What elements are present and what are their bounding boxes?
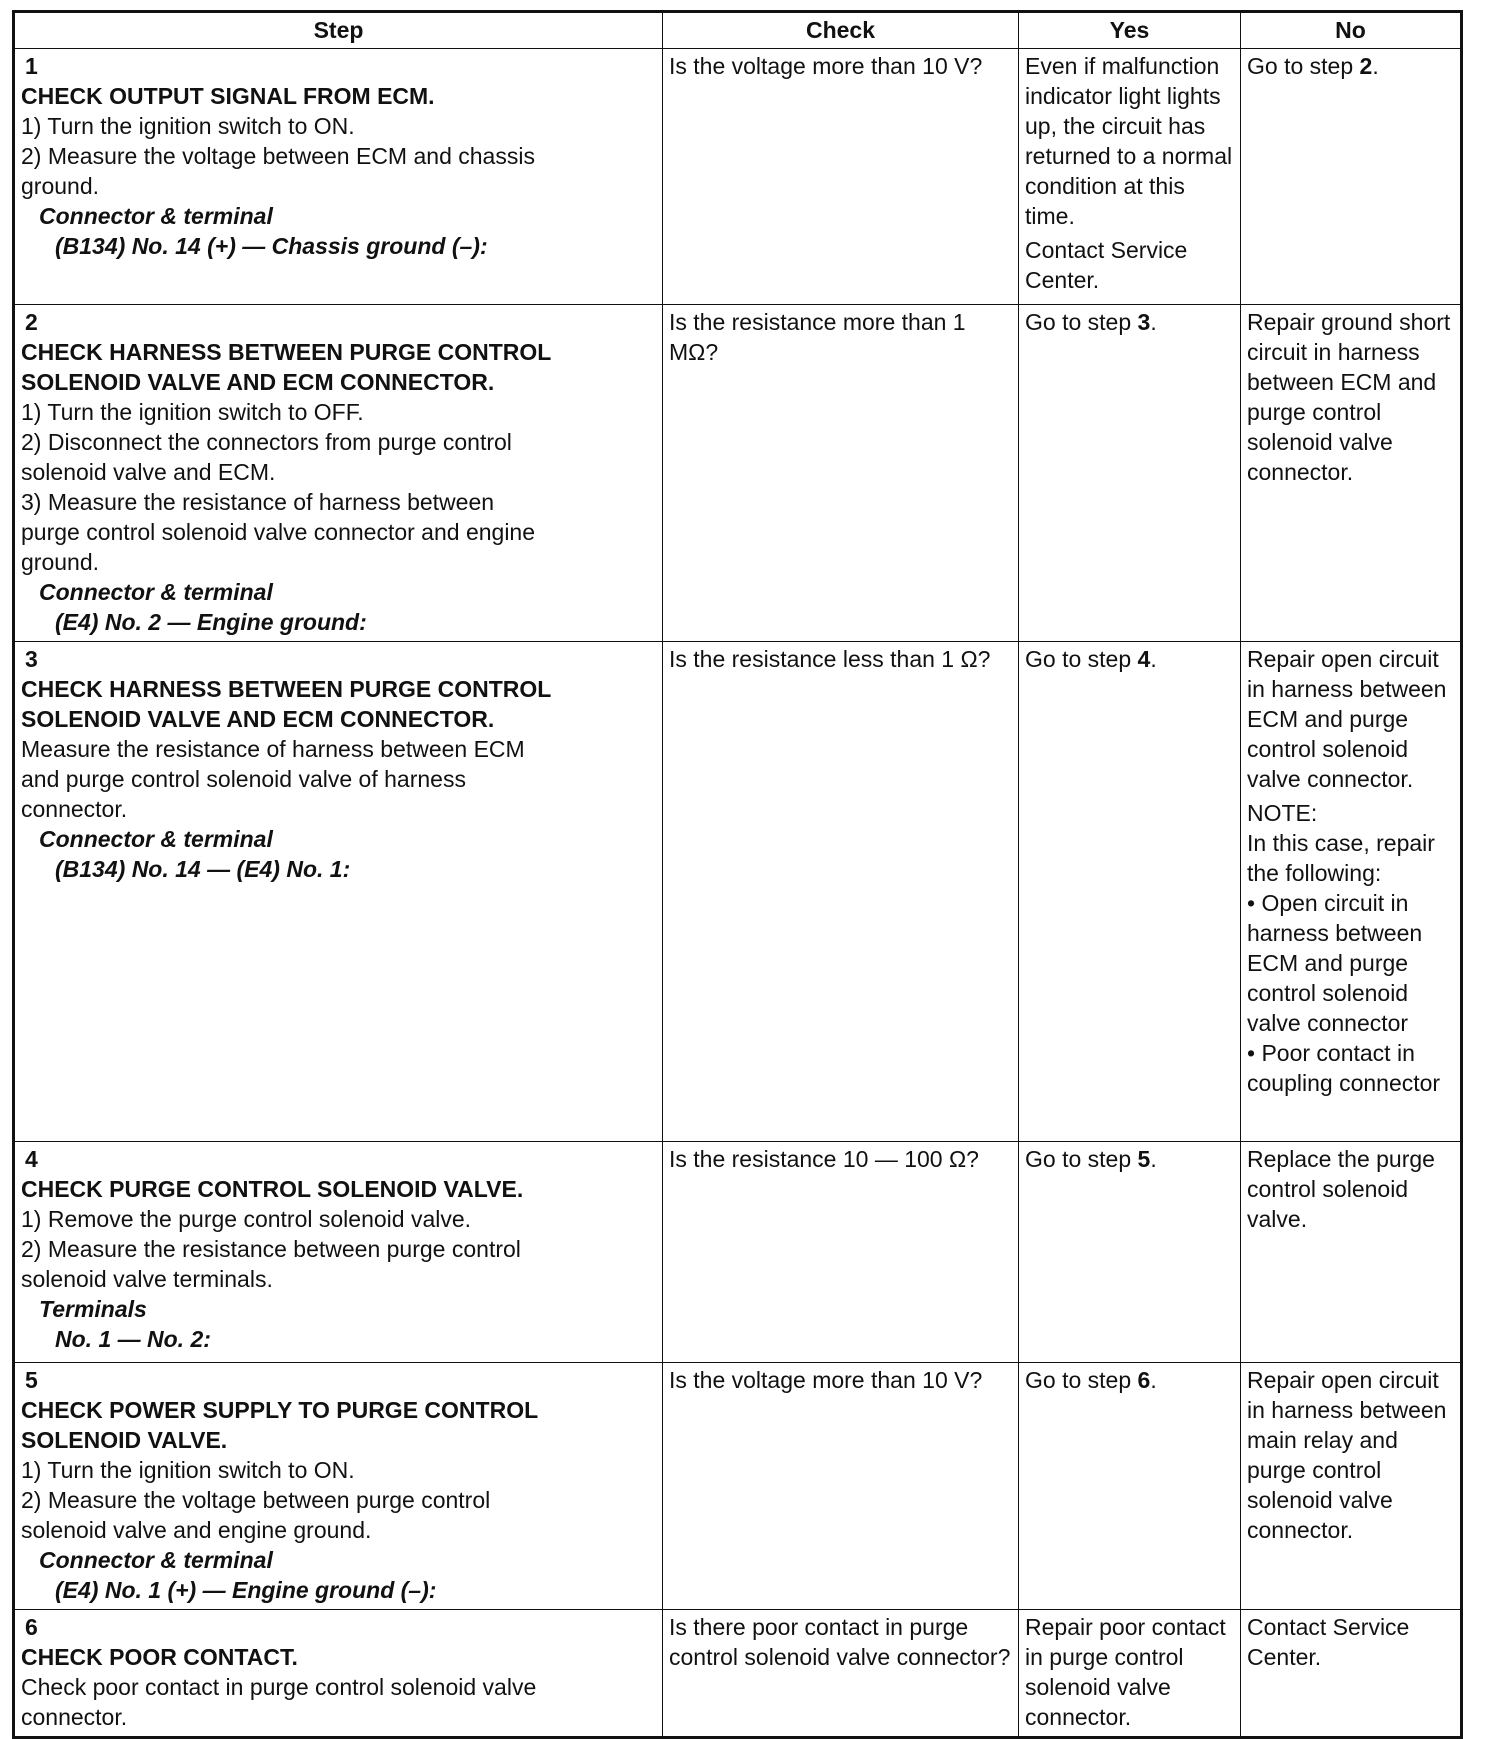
no-suffix: .	[1372, 53, 1379, 79]
procedure-line: 1) Remove the purge control solenoid valve.	[21, 1206, 472, 1232]
step-body	[21, 1174, 551, 1354]
check-cell: Is the voltage more than 10 V?	[663, 1363, 1019, 1610]
connector-label: Terminals	[39, 1296, 147, 1322]
yes-suffix: .	[1150, 1146, 1157, 1172]
procedure-line: 1) Turn the ignition switch to OFF.	[21, 399, 364, 425]
step-title: CHECK POWER SUPPLY TO PURGE CONTROL SOLENOID VALVE.	[21, 1397, 538, 1453]
step-number: 5	[25, 1367, 38, 1393]
yes-cell	[1019, 1142, 1241, 1363]
connector-value: (E4) No. 1 (+) — Engine ground (–):	[55, 1577, 437, 1603]
yes-prefix: Go to step	[1025, 1367, 1138, 1393]
yes-cell	[1019, 1363, 1241, 1610]
note-text: In this case, repair the following:	[1247, 830, 1435, 886]
header-row	[14, 12, 1462, 49]
step-body	[21, 337, 551, 637]
no-cell	[1241, 642, 1462, 1142]
step-number: 1	[25, 53, 38, 79]
check-cell: Is the resistance 10 — 100 Ω?	[663, 1142, 1019, 1363]
step-title: CHECK HARNESS BETWEEN PURGE CONTROL SOLENOID VALVE AND ECM CONNECTOR.	[21, 676, 551, 732]
step-cell	[14, 305, 663, 642]
yes-prefix: Go to step	[1025, 309, 1138, 335]
step-body	[21, 81, 551, 261]
check-cell: Is the resistance less than 1 Ω?	[663, 642, 1019, 1142]
no-cell: Repair ground short circuit in harness between ECM and purge control solenoid valve connector.	[1241, 305, 1462, 642]
yes-cell	[1019, 642, 1241, 1142]
connector-label: Connector & terminal	[39, 579, 273, 605]
diagnostic-procedure-table	[12, 10, 1463, 1739]
connector-value: (B134) No. 14 — (E4) No. 1:	[55, 856, 351, 882]
yes-suffix: .	[1150, 646, 1157, 672]
yes-step-ref: 5	[1137, 1146, 1151, 1172]
table-row	[14, 1610, 1462, 1738]
step-cell	[14, 1142, 663, 1363]
step-cell	[14, 49, 663, 305]
step-body	[21, 1395, 551, 1605]
step-title: CHECK OUTPUT SIGNAL FROM ECM.	[21, 83, 435, 109]
yes-text: Even if malfunction indicator light lights up, the circuit has returned to a normal condition at this time.	[1025, 53, 1233, 229]
header-check: Check	[663, 12, 1019, 49]
header-step: Step	[14, 12, 663, 49]
step-number: 4	[25, 1146, 38, 1172]
step-title: CHECK HARNESS BETWEEN PURGE CONTROL SOLENOID VALVE AND ECM CONNECTOR.	[21, 339, 551, 395]
yes-extra-text: Contact Service Center.	[1025, 237, 1188, 293]
connector-value: (B134) No. 14 (+) — Chassis ground (–):	[55, 233, 488, 259]
no-cell: Replace the purge control solenoid valve.	[1241, 1142, 1462, 1363]
connector-label: Connector & terminal	[39, 826, 273, 852]
yes-cell: Repair poor contact in purge control solenoid valve connector.	[1019, 1610, 1241, 1738]
connector-label: Connector & terminal	[39, 203, 273, 229]
procedure-line: 2) Disconnect the connectors from purge control solenoid valve and ECM.	[21, 429, 512, 485]
yes-prefix: Go to step	[1025, 646, 1138, 672]
note-bullet: • Poor contact in coupling connector	[1247, 1040, 1441, 1096]
step-cell	[14, 642, 663, 1142]
procedure-line: 2) Measure the voltage between purge control solenoid valve and engine ground.	[21, 1487, 491, 1543]
step-number: 2	[25, 309, 38, 335]
check-cell: Is the voltage more than 10 V?	[663, 49, 1019, 305]
check-cell: Is the resistance more than 1 MΩ?	[663, 305, 1019, 642]
procedure-line: 2) Measure the resistance between purge control solenoid valve terminals.	[21, 1236, 521, 1292]
step-body	[21, 1642, 551, 1732]
table-row	[14, 1142, 1462, 1363]
table-row	[14, 305, 1462, 642]
procedure-line: 1) Turn the ignition switch to ON.	[21, 113, 355, 139]
step-body	[21, 674, 551, 884]
connector-value: No. 1 — No. 2:	[55, 1326, 211, 1352]
yes-suffix: .	[1150, 1367, 1157, 1393]
no-cell: Contact Service Center.	[1241, 1610, 1462, 1738]
table-row	[14, 1363, 1462, 1610]
yes-step-ref: 3	[1137, 309, 1151, 335]
step-title: CHECK PURGE CONTROL SOLENOID VALVE.	[21, 1176, 524, 1202]
yes-step-ref: 6	[1137, 1367, 1151, 1393]
step-cell	[14, 1363, 663, 1610]
table-row	[14, 642, 1462, 1142]
no-prefix: Go to step	[1247, 53, 1360, 79]
connector-value: (E4) No. 2 — Engine ground:	[55, 609, 367, 635]
procedure-line: Measure the resistance of harness between ECM and purge control solenoid valve of harness connector.	[21, 736, 525, 822]
procedure-line: Check poor contact in purge control solenoid valve connector.	[21, 1674, 537, 1730]
yes-cell	[1019, 49, 1241, 305]
troubleshooting-table-wrapper	[12, 10, 1460, 1739]
connector-label: Connector & terminal	[39, 1547, 273, 1573]
note-bullet: • Open circuit in harness between ECM and purge control solenoid valve connector	[1247, 890, 1423, 1036]
header-yes: Yes	[1019, 12, 1241, 49]
yes-cell	[1019, 305, 1241, 642]
step-title: CHECK POOR CONTACT.	[21, 1644, 298, 1670]
table-row	[14, 49, 1462, 305]
step-number: 6	[25, 1614, 38, 1640]
no-step-ref: 2	[1359, 53, 1373, 79]
yes-prefix: Go to step	[1025, 1146, 1138, 1172]
no-cell: Repair open circuit in harness between main relay and purge control solenoid valve connector.	[1241, 1363, 1462, 1610]
check-cell: Is there poor contact in purge control solenoid valve connector?	[663, 1610, 1019, 1738]
no-cell	[1241, 49, 1462, 305]
step-number: 3	[25, 646, 38, 672]
procedure-line: 2) Measure the voltage between ECM and chassis ground.	[21, 143, 535, 199]
yes-step-ref: 4	[1137, 646, 1151, 672]
no-text: Repair open circuit in harness between ECM and purge control solenoid valve connector.	[1247, 646, 1447, 792]
step-cell	[14, 1610, 663, 1738]
procedure-line: 1) Turn the ignition switch to ON.	[21, 1457, 355, 1483]
header-no: No	[1241, 12, 1462, 49]
yes-suffix: .	[1150, 309, 1157, 335]
note-label: NOTE:	[1247, 800, 1318, 826]
procedure-line: 3) Measure the resistance of harness between purge control solenoid valve connector and engine ground.	[21, 489, 536, 575]
